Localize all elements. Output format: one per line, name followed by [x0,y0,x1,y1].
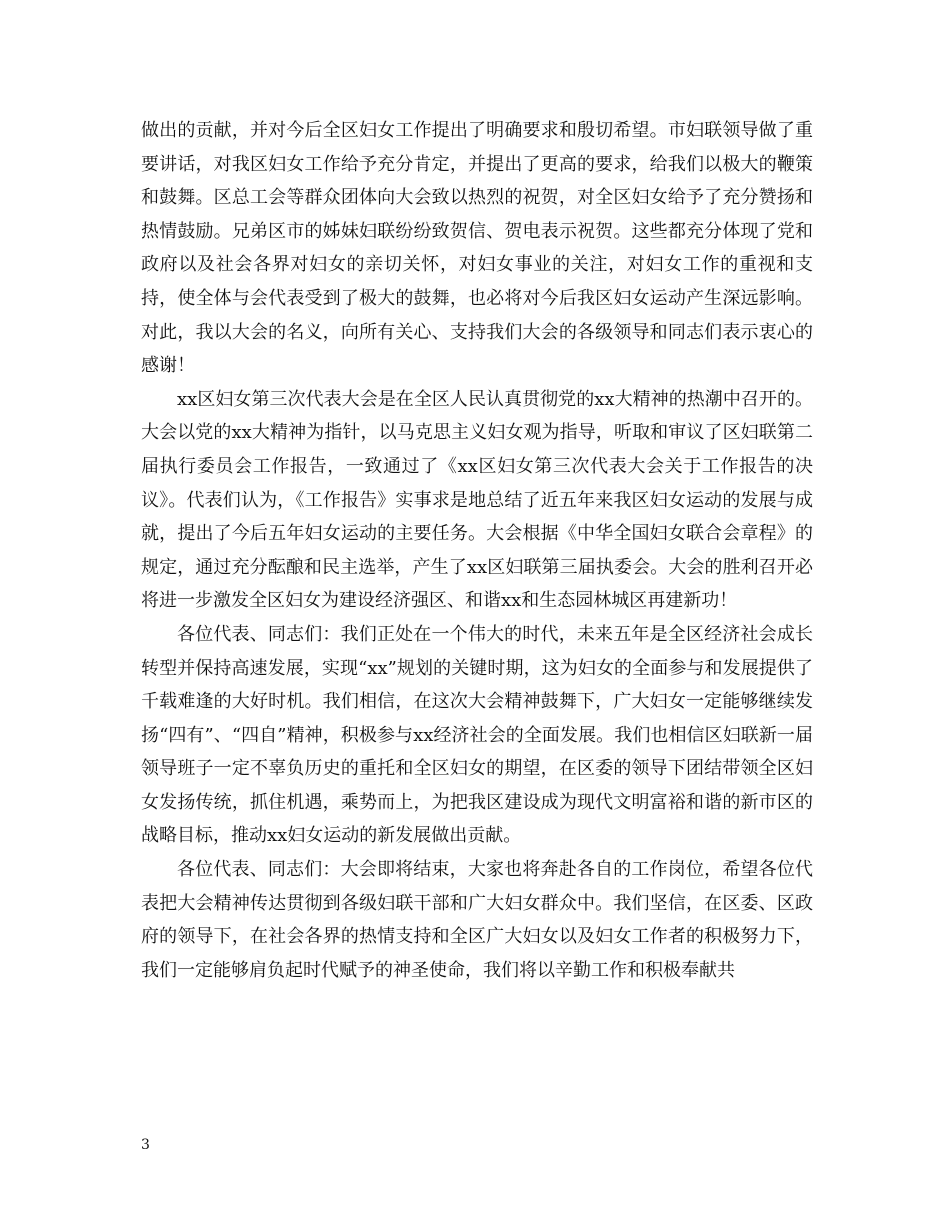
paragraph-2: xx区妇女第三次代表大会是在全区人民认真贯彻党的xx大精神的热潮中召开的。大会以党的xx大精神为指针，以马克思主义妇女观为指导，听取和审议了区妇联第二届执行委员会工作报告，一致通过了《xx区妇女第三次代表大会关于工作报告的决议》。代表们认为，《工作报告》实事求是地总结了近五年来我区妇女运动的发展与成就，提出了今后五年妇女运动的主要任务。大会根据《中华全国妇女联合会章程》的规定，通过充分酝酿和民主选举，产生了xx区妇联第三届执委会。大会的胜利召开必将进一步激发全区妇女为建设经济强区、和谐xx和生态园林城区再建新功！ [141,388,813,612]
page-number: 3 [141,1137,150,1153]
paragraph-1: 做出的贡献，并对今后全区妇女工作提出了明确要求和殷切希望。市妇联领导做了重要讲话，对我区妇女工作给予充分肯定，并提出了更高的要求，给我们以极大的鞭策和鼓舞。区总工会等群众团体向大会致以热烈的祝贺，对全区妇女给予了充分赞扬和热情鼓励。兄弟区市的姊妹妇联纷纷致贺信、贺电表示祝贺。这些都充分体现了党和政府以及社会各界对妇女的亲切关怀，对妇女事业的关注，对妇女工作的重视和支持，使全体与会代表受到了极大的鼓舞，也必将对今后我区妇女运动产生深远影响。对此，我以大会的名义，向所有关心、支持我们大会的各级领导和同志们表示衷心的感谢！ [141,120,813,377]
paragraph-3: 各位代表、同志们：我们正处在一个伟大的时代，未来五年是全区经济社会成长转型并保持高速发展，实现“xx”规划的关键时期，这为妇女的全面参与和发展提供了千载难逢的大好时机。我们相信，在这次大会精神鼓舞下，广大妇女一定能够继续发扬“四有”、“四自”精神，积极参与xx经济社会的全面发展。我们也相信区妇联新一届领导班子一定不辜负历史的重托和全区妇女的期望，在区委的领导下团结带领全区妇女发扬传统，抓住机遇，乘势而上，为把我区建设成为现代文明富裕和谐的新市区的战略目标，推动xx妇女运动的新发展做出贡献。 [141,623,813,847]
paragraph-4: 各位代表、同志们：大会即将结束，大家也将奔赴各自的工作岗位，希望各位代表把大会精神传达贯彻到各级妇联干部和广大妇女群众中。我们坚信，在区委、区政府的领导下，在社会各界的热情支持和全区广大妇女以及妇女工作者的积极努力下，我们一定能够肩负起时代赋予的神圣使命，我们将以辛勤工作和积极奉献共 [141,859,813,981]
document-body [141,114,813,987]
